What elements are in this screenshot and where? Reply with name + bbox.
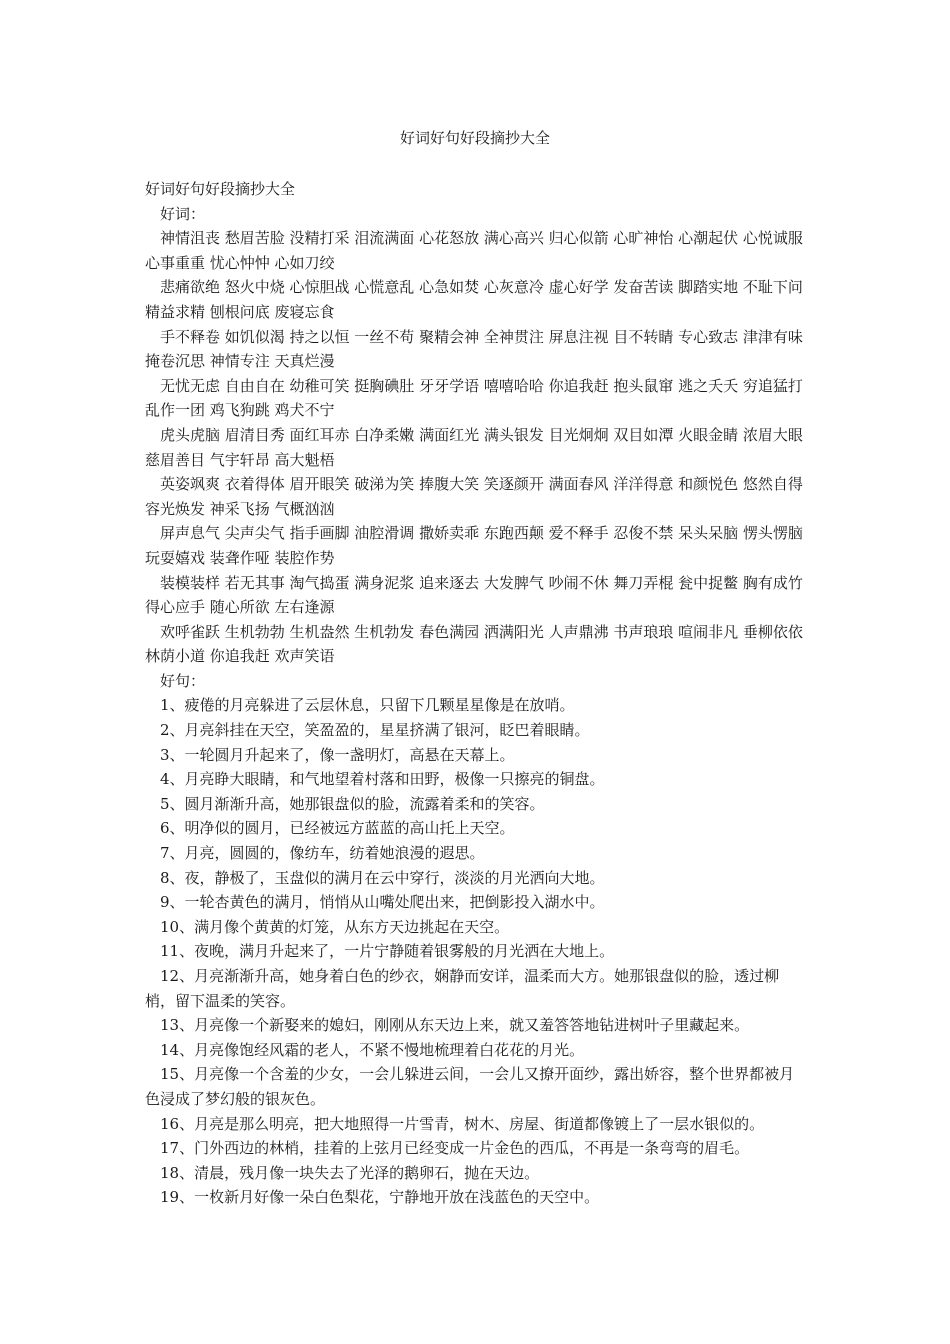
words-label: 好词： xyxy=(160,204,206,223)
sentence-item: 6、明净似的圆月，已经被远方蓝蓝的高山托上天空。 xyxy=(160,819,515,838)
sentence-item: 16、月亮是那么明亮，把大地照得一片雪青，树木、房屋、街道都像镀上了一层水银似的。 xyxy=(160,1114,765,1133)
sentence-item: 19、一枚新月好像一朵白色梨花，宁静地开放在浅蓝色的天空中。 xyxy=(160,1188,600,1207)
section-heading: 好词好句好段摘抄大全 xyxy=(145,180,296,198)
document-title: 好词好句好段摘抄大全 xyxy=(399,129,550,147)
sentence-item: 8、夜，静极了，玉盘似的满月在云中穿行，淡淡的月光洒向大地。 xyxy=(160,868,605,887)
word-line: 屏声息气 尖声尖气 指手画脚 油腔滑调 撒娇卖乖 东跑西颠 爱不释手 忍俊不禁 呆头呆脑 愣头愣脑 玩耍嬉戏 装聋作哑 装腔作势 xyxy=(145,524,803,567)
sentence-item: 11、夜晚，满月升起来了，一片宁静随着银雾般的月光洒在大地上。 xyxy=(160,942,615,961)
word-line: 神情沮丧 愁眉苦脸 没精打采 泪流满面 心花怒放 满心高兴 归心似箭 心旷神怡 心潮起伏 心悦诚服 心事重重 忧心忡忡 心如刀绞 xyxy=(145,229,803,272)
word-line: 虎头虎脑 眉清目秀 面红耳赤 白净柔嫩 满面红光 满头银发 目光炯炯 双目如潭 火眼金睛 浓眉大眼 慈眉善目 气宇轩昂 高大魁梧 xyxy=(145,425,803,469)
sentence-item: 17、门外西边的林梢，挂着的上弦月已经变成一片金色的西瓜，不再是一条弯弯的眉毛。 xyxy=(160,1139,750,1158)
sentence-item: 5、圆月渐渐升高，她那银盘似的脸，流露着柔和的笑容。 xyxy=(160,794,545,813)
sentence-item: 10、满月像个黄黄的灯笼，从东方天边挑起在天空。 xyxy=(160,917,510,936)
word-line: 欢呼雀跃 生机勃勃 生机盎然 生机勃发 春色满园 洒满阳光 人声鼎沸 书声琅琅 喧闹非凡 垂柳依依 林荫小道 你追我赶 欢声笑语 xyxy=(145,622,803,666)
document-body xyxy=(145,177,805,1210)
sentence-item: 4、月亮睁大眼睛，和气地望着村落和田野，极像一只擦亮的铜盘。 xyxy=(160,770,605,789)
sentences-label: 好句： xyxy=(160,671,206,690)
sentence-item: 2、月亮斜挂在天空，笑盈盈的，星星挤满了银河，眨巴着眼睛。 xyxy=(160,721,590,740)
word-line: 手不释卷 如饥似渴 持之以恒 一丝不苟 聚精会神 全神贯注 屏息注视 目不转睛 专心致志 津津有味 掩卷沉思 神情专注 天真烂漫 xyxy=(145,327,803,371)
sentence-item: 13、月亮像一个新娶来的媳妇，刚刚从东天边上来，就又羞答答地钻进树叶子里藏起来。 xyxy=(160,1016,750,1035)
word-line: 装模装样 若无其事 淘气捣蛋 满身泥浆 追来逐去 大发脾气 吵闹不休 舞刀弄棍 瓮中捉鳖 胸有成竹 得心应手 随心所欲 左右逢源 xyxy=(145,573,803,617)
sentence-item: 14、月亮像饱经风霜的老人，不紧不慢地梳理着白花花的月光。 xyxy=(160,1040,585,1059)
sentence-item: 12、月亮渐渐升高，她身着白色的纱衣，娴静而安详，温柔而大方。她那银盘似的脸，透过柳梢，留下温柔的笑容。 xyxy=(145,967,780,1010)
sentence-item: 15、月亮像一个含羞的少女，一会儿躲进云间，一会儿又撩开面纱，露出娇容，整个世界都被月色浸成了梦幻般的银灰色。 xyxy=(145,1065,795,1108)
sentence-item: 18、清晨，残月像一块失去了光泽的鹅卵石，抛在天边。 xyxy=(160,1163,540,1182)
word-line: 悲痛欲绝 怒火中烧 心惊胆战 心慌意乱 心急如焚 心灰意冷 虚心好学 发奋苦读 脚踏实地 不耻下问 精益求精 刨根问底 废寝忘食 xyxy=(145,278,803,321)
word-line: 英姿飒爽 衣着得体 眉开眼笑 破涕为笑 捧腹大笑 笑逐颜开 满面春风 洋洋得意 和颜悦色 悠然自得 容光焕发 神采飞扬 气概汹汹 xyxy=(145,475,803,518)
sentence-item: 9、一轮杏黄色的满月，悄悄从山嘴处爬出来，把倒影投入湖水中。 xyxy=(160,893,605,912)
sentence-item: 1、疲倦的月亮躲进了云层休息，只留下几颗星星像是在放哨。 xyxy=(160,696,575,715)
word-line: 无忧无虑 自由自在 幼稚可笑 挺胸碘肚 牙牙学语 嘻嘻哈哈 你追我赶 抱头鼠窜 逃之夭夭 穷追猛打 乱作一团 鸡飞狗跳 鸡犬不宁 xyxy=(145,376,803,420)
sentence-item: 7、月亮，圆圆的，像纺车，纺着她浪漫的遐思。 xyxy=(160,844,485,863)
sentence-item: 3、一轮圆月升起来了，像一盏明灯，高悬在天幕上。 xyxy=(160,745,515,764)
